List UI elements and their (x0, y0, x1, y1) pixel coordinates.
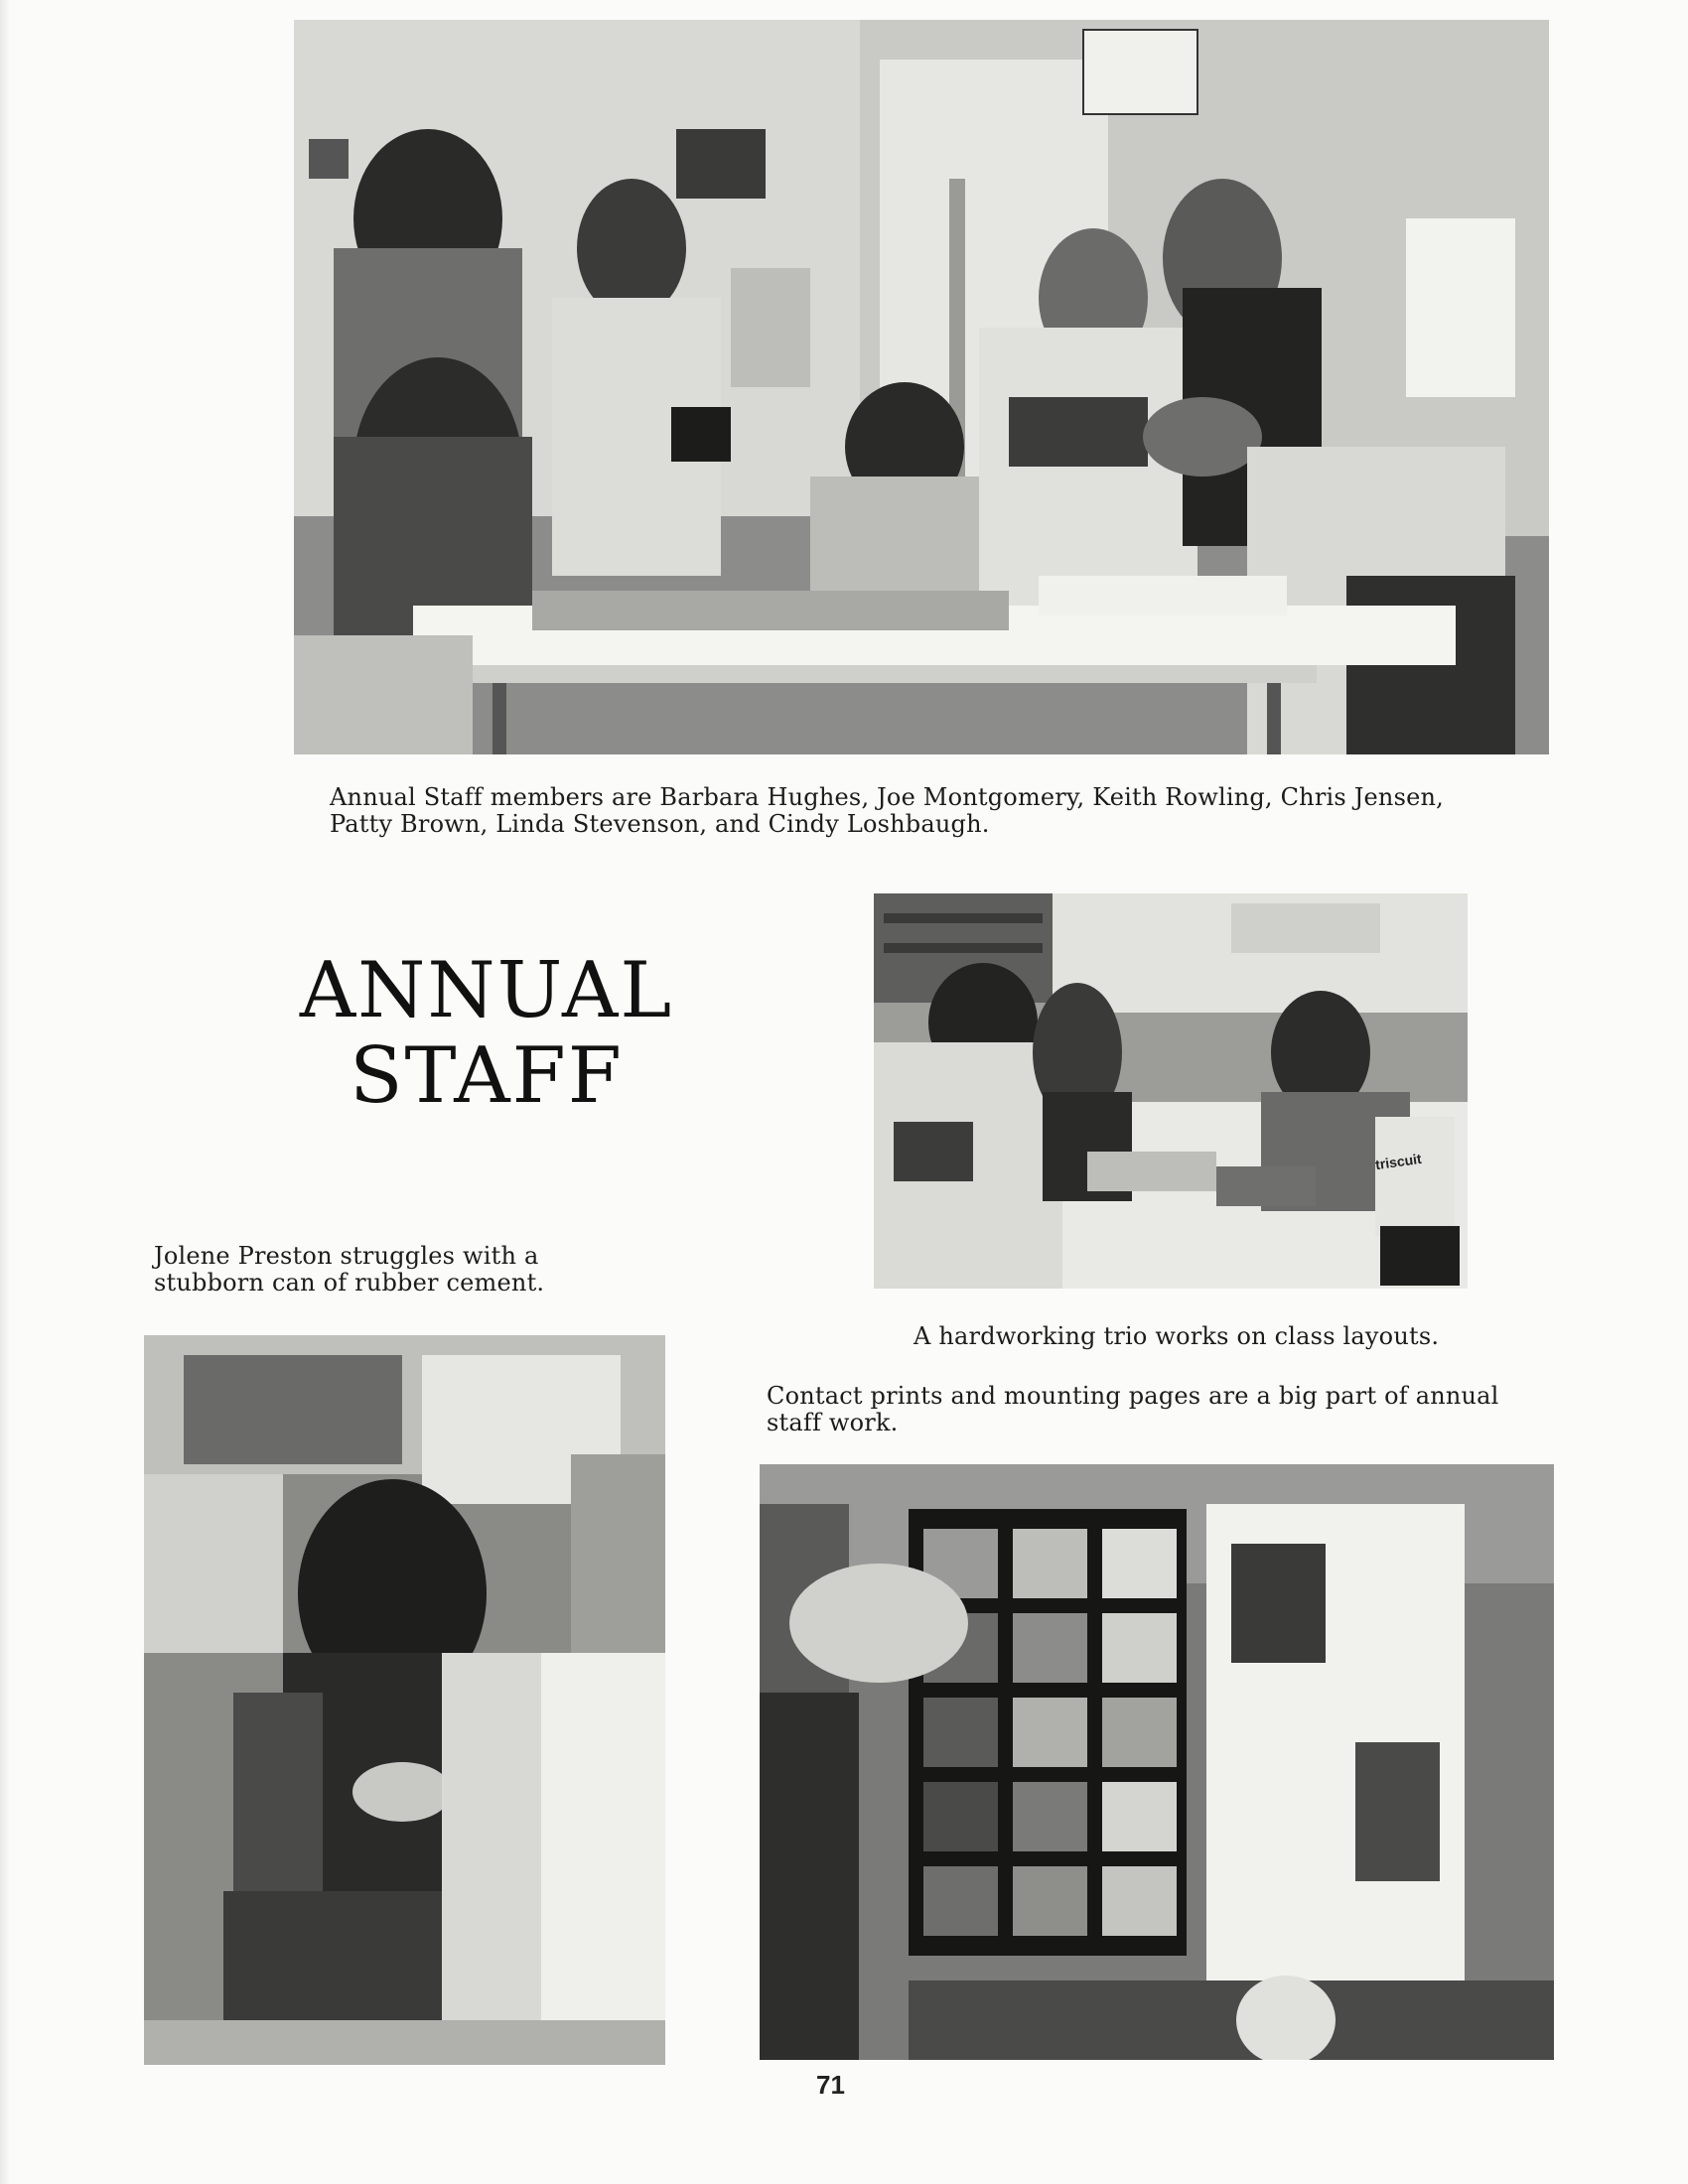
trio-caption: A hardworking trio works on class layouts. (914, 1322, 1440, 1350)
trio-photo (874, 893, 1468, 1289)
page-title (248, 948, 725, 1119)
page-number: 71 (816, 2070, 845, 2100)
group-photo-caption: Annual Staff members are Barbara Hughes, Joe Montgomery, Keith Rowling, Chris Jensen, Patty Brown, Linda Stevenson, and Cindy Loshbaugh. (330, 783, 1444, 838)
contact-prints-photo (760, 1464, 1554, 2060)
page-title-line1: ANNUAL (299, 946, 674, 1035)
group-photo (294, 20, 1549, 754)
jolene-caption: Jolene Preston struggles with a stubborn can of rubber cement. (154, 1242, 545, 1297)
triscuit-box-label: triscuit (1374, 1150, 1423, 1173)
page-edge-shadow (0, 0, 10, 2184)
jolene-photo (144, 1335, 665, 2065)
page-title-line2: STAFF (350, 1031, 624, 1121)
contact-caption: Contact prints and mounting pages are a big part of annual staff work. (767, 1382, 1499, 1436)
